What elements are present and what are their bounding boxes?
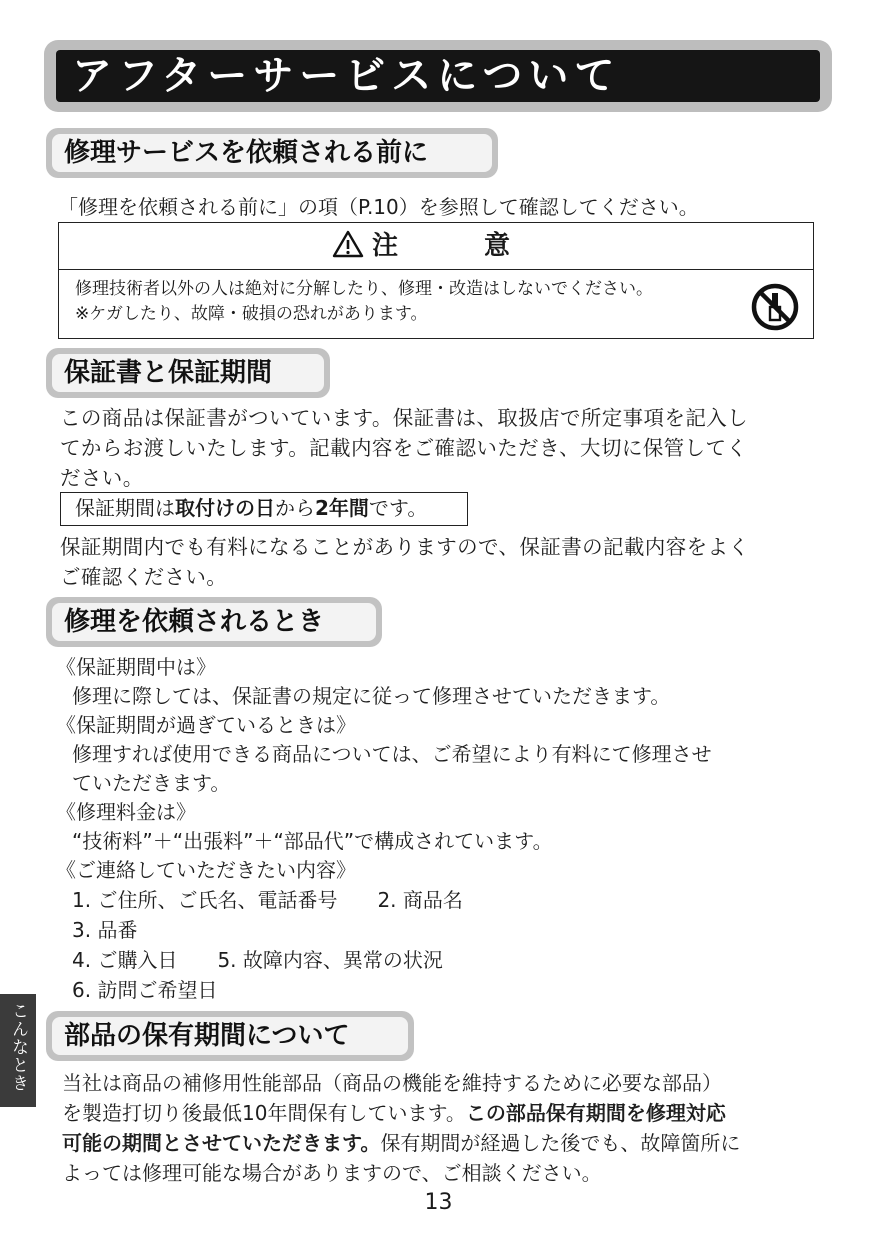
warranty-paragraph-2: 保証期間内でも有料になることがありますので、保証書の記載内容をよく ご確認ください。 bbox=[60, 535, 750, 589]
warranty-period-box: 保証期間は取付けの日から2年間です。 bbox=[60, 492, 468, 526]
request-line-6: “技術料”＋“出張料”＋“部品代”で構成されています。 bbox=[72, 829, 553, 853]
request-line-9: 3. 品番 bbox=[72, 918, 138, 942]
caution-heading: 注 意 bbox=[59, 223, 813, 270]
request-line-3: 修理すれば使用できる商品については、ご希望により有料にて修理させ bbox=[72, 742, 712, 766]
request-line-5: 《修理料金は》 bbox=[56, 800, 196, 824]
section-heading-parts: 部品の保有期間について bbox=[46, 1011, 414, 1061]
side-index-tab: こんなとき bbox=[0, 994, 36, 1107]
before-repair-text: 「修理を依頼される前に」の項（P.10）を参照して確認してください。 bbox=[58, 195, 699, 219]
section-heading-before-repair: 修理サービスを依頼される前に bbox=[46, 128, 498, 178]
request-line-11: 6. 訪問ご希望日 bbox=[72, 978, 218, 1002]
caution-line-1: 修理技術者以外の人は絶対に分解したり、修理・改造はしないでください。 bbox=[75, 279, 653, 299]
section-heading-warranty: 保証書と保証期間 bbox=[46, 348, 330, 398]
warranty-paragraph-1: この商品は保証書がついています。保証書は、取扱店で所定事項を記入し てからお渡しいたします。記載内容をご確認いただき、大切に保管してく ださい。 bbox=[60, 406, 749, 490]
request-line-8: 1. ご住所、ご氏名、電話番号 2. 商品名 bbox=[72, 888, 463, 912]
parts-paragraph: 当社は商品の補修用性能部品（商品の機能を維持するために必要な部品） を製造打切り後最低10年間保有しています。この部品保有期間を修理対応 可能の期間とさせていただきます。保有期間が経過した後でも、故障箇所に よっては修理可能な場合がありますので、ご相談ください。 bbox=[62, 1071, 741, 1185]
request-line-1: 修理に際しては、保証書の規定に従って修理させていただきます。 bbox=[72, 684, 671, 708]
caution-text bbox=[75, 277, 653, 327]
request-line-0: 《保証期間中は》 bbox=[56, 655, 216, 679]
section-heading-request-repair: 修理を依頼されるとき bbox=[46, 597, 382, 647]
request-line-7: 《ご連絡していただきたい内容》 bbox=[56, 858, 356, 882]
warning-triangle-icon bbox=[332, 230, 364, 258]
page-number: 13 bbox=[424, 1190, 453, 1215]
no-disassembly-icon bbox=[751, 283, 799, 331]
request-line-2: 《保証期間が過ぎているときは》 bbox=[56, 713, 356, 737]
request-line-10: 4. ご購入日 5. 故障内容、異常の状況 bbox=[72, 948, 443, 972]
page-title: アフターサービスについて bbox=[56, 50, 820, 102]
caution-box bbox=[58, 222, 814, 339]
request-line-4: ていただきます。 bbox=[72, 771, 231, 795]
caution-line-2: ※ケガしたり、故障・破損の恐れがあります。 bbox=[75, 304, 428, 324]
